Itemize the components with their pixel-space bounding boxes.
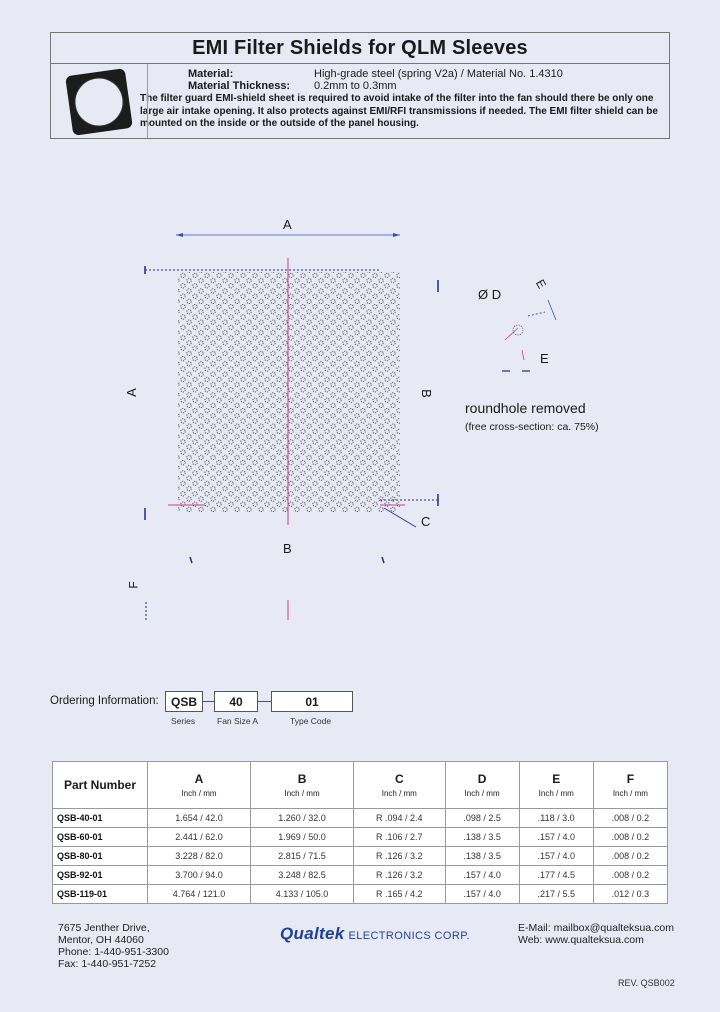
ordering-fansize-box: 40 [214,691,258,712]
cell: QSB-60-01 [53,828,148,847]
header-c: C Inch / mm [354,762,445,809]
cell: .118 / 3.0 [519,809,593,828]
dim-label-c: C [421,514,431,529]
technical-drawing [0,200,720,640]
cell: R .106 / 2.7 [354,828,445,847]
phone: Phone: 1-440-951-3300 [58,946,169,958]
dim-label-od: Ø D [478,287,502,302]
cell: 4.133 / 105.0 [251,885,354,904]
header-d: D Inch / mm [445,762,519,809]
header-e: E Inch / mm [519,762,593,809]
logo-wordmark: Qualtek [280,924,345,943]
cell: .098 / 2.5 [445,809,519,828]
table-row [53,828,668,847]
cell: 4.764 / 121.0 [148,885,251,904]
roundhole-note: (free cross-section: ca. 75%) [465,421,599,433]
ordering-typecode-box: 01 [271,691,353,712]
ordering-typecode-sub: Type Code [290,716,332,726]
page-title: EMI Filter Shields for QLM Sleeves [192,36,528,59]
cell: .217 / 5.5 [519,885,593,904]
roundhole-title: roundhole removed [465,400,586,416]
cell: 3.700 / 94.0 [148,866,251,885]
cell: .138 / 3.5 [445,847,519,866]
ordering-fansize-sub: Fan Size A [217,716,259,726]
cell: QSB-119-01 [53,885,148,904]
logo-subtitle: ELECTRONICS CORP. [348,930,470,942]
ordering-label: Ordering Information: [50,695,159,707]
description-text: The filter guard EMI-shield sheet is required to avoid intake of the filter into the fan should there be only one large air intake opening. It also protects against EMI/RFI transmissions if needed. The EMI filter shield can be mounted on the inside or the outside of the panel housing. [140,93,658,129]
cell: 1.969 / 50.0 [251,828,354,847]
spec-table [52,761,668,904]
cell: QSB-40-01 [53,809,148,828]
page-title-bar [50,32,670,63]
dim-label-b-bottom: B [283,541,292,556]
cell: .008 / 0.2 [593,847,667,866]
address-line-1: 7675 Jenther Drive, [58,922,150,934]
ordering-series-sub: Series [171,716,196,726]
material-value: High-grade steel (spring V2a) / Material No. 1.4310 [314,68,563,80]
cell: .177 / 4.5 [519,866,593,885]
header-a: A Inch / mm [148,762,251,809]
table-header-row [53,762,668,809]
material-label: Material: [188,68,234,80]
cell: .157 / 4.0 [445,866,519,885]
address-line-2: Mentor, OH 44060 [58,934,144,946]
thickness-value: 0.2mm to 0.3mm [314,80,397,92]
cell: 1.654 / 42.0 [148,809,251,828]
cell: R .126 / 3.2 [354,866,445,885]
cell: 3.228 / 82.0 [148,847,251,866]
product-photo [51,64,148,138]
cell: 1.260 / 32.0 [251,809,354,828]
material-info-box [50,63,670,139]
cell: 2.815 / 71.5 [251,847,354,866]
cell: .157 / 4.0 [519,847,593,866]
cell: 2.441 / 62.0 [148,828,251,847]
header-f: F Inch / mm [593,762,667,809]
cell: 3.248 / 82.5 [251,866,354,885]
ordering-series-box: QSB [165,691,203,712]
dim-label-a-top: A [283,217,292,232]
cell: R .094 / 2.4 [354,809,445,828]
dim-label-e-upper: E [532,277,550,291]
web-link[interactable]: Web: www.qualteksua.com [518,934,644,946]
cell: .008 / 0.2 [593,809,667,828]
email-link[interactable]: E-Mail: mailbox@qualteksua.com [518,922,674,934]
dim-label-b-right: B [418,389,434,398]
cell: .012 / 0.3 [593,885,667,904]
cell: .157 / 4.0 [519,828,593,847]
hole-pattern [178,272,400,512]
filter-shield-photo [51,64,147,138]
table-row [53,809,668,828]
company-logo [280,924,470,944]
cell: R .165 / 4.2 [354,885,445,904]
dim-label-f: F [126,581,141,589]
table-row [53,866,668,885]
cell: QSB-80-01 [53,847,148,866]
footer-contact [518,922,674,946]
revision-label: REV. QSB002 [618,978,675,988]
cell: R .126 / 3.2 [354,847,445,866]
cell: .008 / 0.2 [593,828,667,847]
footer-address [58,922,169,970]
cell: .157 / 4.0 [445,885,519,904]
table-row [53,885,668,904]
header-b: B Inch / mm [251,762,354,809]
table-row [53,847,668,866]
header-part-number: Part Number [53,762,148,809]
fax: Fax: 1-440-951-7252 [58,958,157,970]
cell: .008 / 0.2 [593,866,667,885]
dim-label-e-lower: E [540,351,549,366]
cell: .138 / 3.5 [445,828,519,847]
cell: QSB-92-01 [53,866,148,885]
thickness-label: Material Thickness: [188,80,291,92]
dim-label-a-left: A [123,388,139,397]
